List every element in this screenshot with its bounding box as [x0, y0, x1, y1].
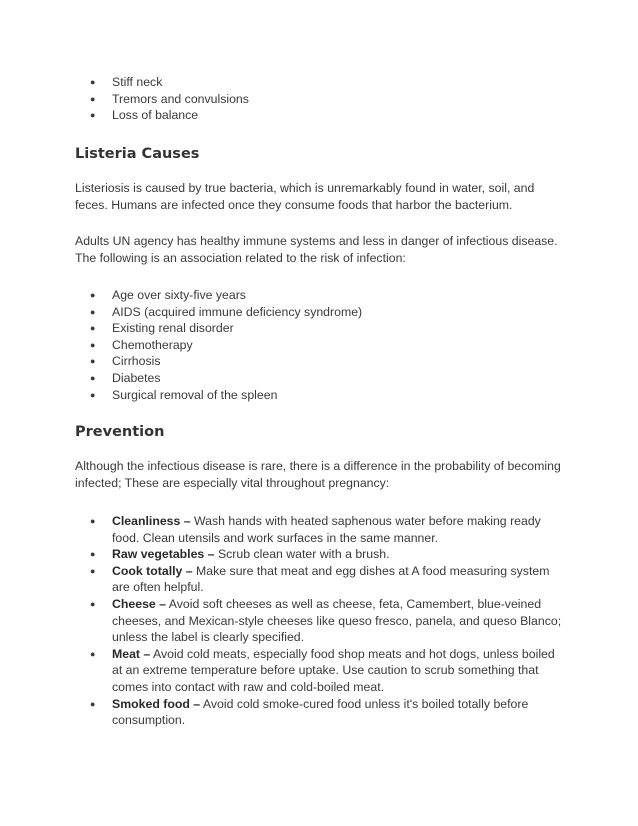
list-item: ● Surgical removal of the spleen [75, 387, 575, 404]
item-text: Wash hands with heated saphenous water before making ready food. Clean utensils and work surfaces in the same manner. [112, 514, 541, 545]
list-item: ● Diabetes [75, 370, 575, 387]
risk-factors-list [75, 287, 575, 403]
causes-paragraph-2: Adults UN agency has healthy immune systems and less in danger of infectious disease. The following is an association related to the risk of infection: [75, 234, 558, 265]
symptoms-list [75, 74, 575, 124]
item-term: Smoked food – [112, 696, 201, 711]
item-term: Cleanliness – [112, 514, 191, 528]
list-item: ● Existing renal disorder [75, 320, 575, 337]
list-item: ● Age over sixty-five years [75, 287, 575, 304]
prevention-paragraph: Although the infectious disease is rare, there is a difference in the probability of becoming infected; These are especially vital throughout pregnancy: [75, 459, 561, 490]
list-item: ● Loss of balance [75, 107, 575, 124]
item-term: Meat – [112, 646, 151, 661]
item-text: Make sure that meat and egg dishes at A food measuring system are often helpful. [112, 563, 550, 595]
prevention-item [75, 513, 563, 546]
prevention-heading: Prevention [75, 424, 165, 440]
prevention-item [75, 596, 563, 646]
list-item: ● AIDS (acquired immune deficiency syndrome) [75, 304, 575, 321]
list-item: ● Cirrhosis [75, 353, 575, 370]
prevention-list [75, 513, 563, 729]
prevention-item [75, 563, 563, 596]
item-term: Cook totally – [112, 563, 193, 578]
item-text: Avoid cold smoke-cured food unless it's boiled totally before consumption. [112, 696, 529, 728]
item-term: Raw vegetables – [112, 547, 215, 562]
list-item: ● Chemotherapy [75, 337, 575, 354]
item-text: Scrub clean water with a brush. [214, 547, 390, 562]
prevention-item [75, 646, 563, 696]
prevention-item [75, 546, 563, 563]
list-item: ● Tremors and convulsions [75, 91, 575, 108]
item-text: Avoid soft cheeses as well as cheese, feta, Camembert, blue-veined cheeses, and Mexican-style cheeses like queso fresco, panela, and queso Blanco; unless the label is clearly specified. [112, 596, 562, 645]
causes-heading: Listeria Causes [75, 146, 200, 162]
prevention-item [75, 696, 563, 729]
list-item: ● Stiff neck [75, 74, 575, 91]
causes-paragraph-1: Listeriosis is caused by true bacteria, which is unremarkably found in water, soil, and feces. Humans are infected once they consume foods that harbor the bacterium. [75, 181, 535, 212]
item-term: Cheese – [112, 596, 167, 611]
item-text: Avoid cold meats, especially food shop meats and hot dogs, unless boiled at an extreme temperature before uptake. Use caution to scrub something that comes into contact with raw and cold-boiled meat. [112, 646, 555, 694]
